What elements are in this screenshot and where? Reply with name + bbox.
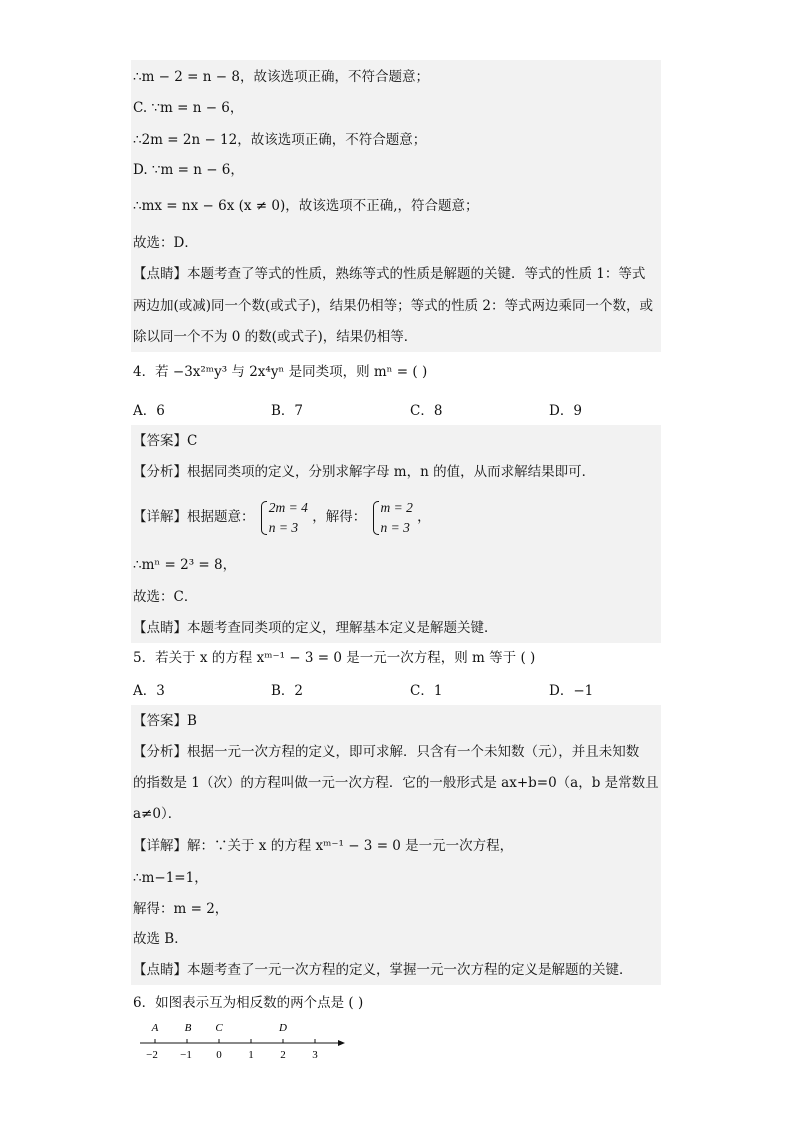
choice-line: 故选 B． <box>133 931 188 947</box>
point-label-c: C <box>215 1022 223 1034</box>
question-4-stem: 4．若 −3x²ᵐy³ 与 2x⁴yⁿ 是同类项，则 mⁿ = ( ) <box>133 364 428 380</box>
comment-line: 除以同一个不为 0 的数(或式子)，结果仍相等． <box>133 329 418 345</box>
choice-line: 故选：C． <box>133 589 198 605</box>
text-line: ∴2m = 2n − 12，故该选项正确，不符合题意； <box>133 132 427 148</box>
text-line: ∴m − 2 = n − 8，故该选项正确，不符合题意； <box>133 69 429 85</box>
equation: n = 3 <box>380 519 410 535</box>
equation: m = 2 <box>380 499 413 515</box>
detail-suffix: ， <box>417 509 431 525</box>
analysis-line: 的指数是 1（次）的方程叫做一元一次方程．它的一般形式是 ax+b=0（a，b 是常数且 <box>133 775 659 791</box>
point-label-a: A <box>151 1022 159 1034</box>
tick-label: 2 <box>280 1049 286 1061</box>
option-b: B．2 <box>271 683 304 699</box>
arrow-icon <box>338 1040 345 1046</box>
text-line: C. ∵m = n − 6， <box>133 100 244 116</box>
equation: 2m = 4 <box>268 499 308 515</box>
detail-line: 【详解】解：∵关于 x 的方程 xᵐ⁻¹ − 3 = 0 是一元一次方程， <box>133 838 514 854</box>
answer-line: 【答案】B <box>133 713 197 729</box>
step-line: 解得：m = 2， <box>133 901 229 917</box>
option-a: A．3 <box>133 683 165 699</box>
point-label-d: D <box>279 1022 287 1034</box>
comment-line: 两边加(或减)同一个数(或式子)，结果仍相等；等式的性质 2：等式两边乘同一个数，或 <box>133 298 653 314</box>
option-d: D．9 <box>549 403 582 419</box>
number-line-figure <box>140 1018 345 1068</box>
question-5-stem: 5．若关于 x 的方程 xᵐ⁻¹ − 3 = 0 是一元一次方程，则 m 等于 ( ) <box>133 650 536 666</box>
option-c: C．1 <box>410 683 443 699</box>
analysis-line: a≠0）． <box>133 806 182 822</box>
point-label-b: B <box>184 1022 192 1034</box>
question-6-stem: 6．如图表示互为相反数的两个点是 ( ) <box>133 995 364 1011</box>
tick-label: 0 <box>216 1049 222 1061</box>
tick-label: 3 <box>312 1049 318 1061</box>
detail-line <box>133 496 431 538</box>
equation: n = 3 <box>268 519 299 535</box>
text-line: D. ∵m = n − 6， <box>133 162 244 178</box>
option-a: A．6 <box>133 403 165 419</box>
option-c: C．8 <box>410 403 443 419</box>
option-b: B．7 <box>271 403 304 419</box>
equation-system-1 <box>259 498 308 538</box>
comment-line: 【点睛】本题考查同类项的定义，理解基本定义是解题关键． <box>133 620 498 636</box>
equation-system-2 <box>371 498 413 538</box>
analysis-line: 【分析】根据同类项的定义，分别求解字母 m，n 的值，从而求解结果即可． <box>133 464 596 480</box>
text-line: ∴mx = nx − 6x (x ≠ 0)，故该选项不正确,，符合题意； <box>133 198 479 214</box>
answer-line: 【答案】C <box>133 433 198 449</box>
step-line: ∴m−1=1， <box>133 870 208 886</box>
option-d: D．−1 <box>549 683 594 699</box>
comment-line: 【点睛】本题考查了等式的性质，熟练等式的性质是解题的关键．等式的性质 1：等式 <box>133 266 646 282</box>
analysis-line: 【分析】根据一元一次方程的定义，即可求解．只含有一个未知数（元），并且未知数 <box>133 744 640 760</box>
comment-line: 【点睛】本题考查了一元一次方程的定义，掌握一元一次方程的定义是解题的关键． <box>133 962 633 978</box>
detail-prefix: 【详解】根据题意： <box>133 509 255 525</box>
tick-label: 1 <box>248 1049 254 1061</box>
detail-mid: ，解得： <box>312 509 367 525</box>
tick-label: −2 <box>146 1049 158 1061</box>
tick-label: −1 <box>180 1049 192 1061</box>
choice-line: 故选：D． <box>133 235 198 251</box>
result-line: ∴mⁿ = 2³ = 8， <box>133 557 237 573</box>
